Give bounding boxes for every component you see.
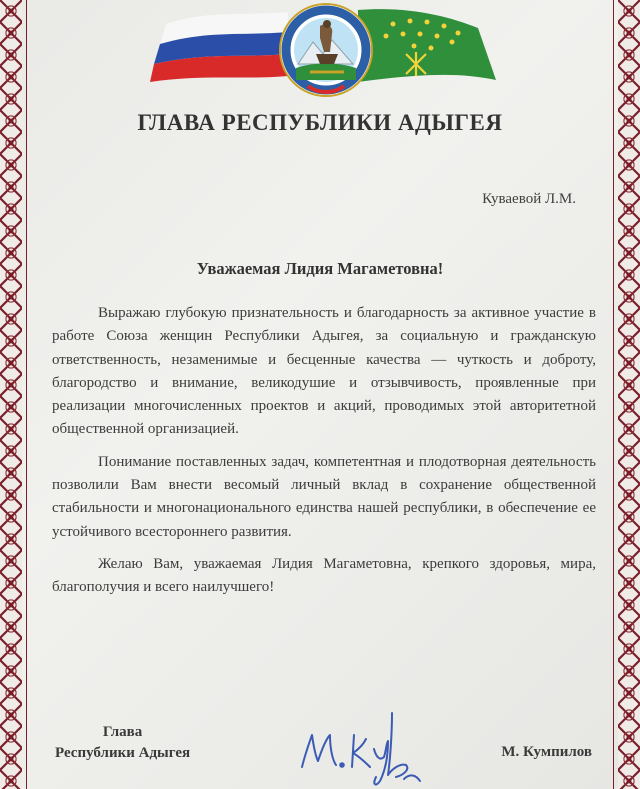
addressee: Куваевой Л.М.: [482, 191, 576, 207]
coat-of-arms-icon: [280, 4, 372, 96]
paragraph-3: Желаю Вам, уважаемая Лидия Магаметовна, крепкого здоровья, мира, благополучия и всего наилучшего!: [52, 555, 596, 596]
signatory-title: [55, 722, 190, 764]
handwritten-signature: [296, 705, 426, 789]
adygea-flag-icon: [358, 9, 496, 82]
greeting: Уважаемая Лидия Магаметовна!: [196, 259, 444, 278]
paragraph-1: Выражаю глубокую признательность и благодарность за активное участие в работе Союза женщин Республики Адыгея, за социальную и гражданскую ответственность, незаменимые и бесценные качества — чуткость и доброту, благородство и внимание, великодушие и отзывчивость, проявленные при реализации многочисленных проектов и акций, проводимых этой авторитетной общественной организацией.: [52, 305, 596, 438]
handwritten-signature-icon: [296, 705, 426, 789]
signatory-name: М. Кумпилов: [501, 744, 592, 760]
flags-and-coat-of-arms-icon: [148, 2, 498, 102]
paragraph-2: Понимание поставленных задач, компетентная и плодотворная деятельность позволили Вам внести весомый личный вклад в сохранение общественной стабильности и многонационального единства нашей республики, в обеспечение ее устойчивого всестороннего развития.: [52, 453, 596, 540]
letterhead-title: ГЛАВА РЕСПУБЛИКИ АДЫГЕЯ: [137, 110, 503, 135]
signatory-title-line2: Республики Адыгея: [55, 745, 191, 761]
letterhead-emblem: [148, 2, 498, 102]
signatory-title-line1: Глава: [102, 724, 143, 740]
letter-body: [52, 302, 596, 609]
russian-flag-icon: [150, 12, 288, 82]
